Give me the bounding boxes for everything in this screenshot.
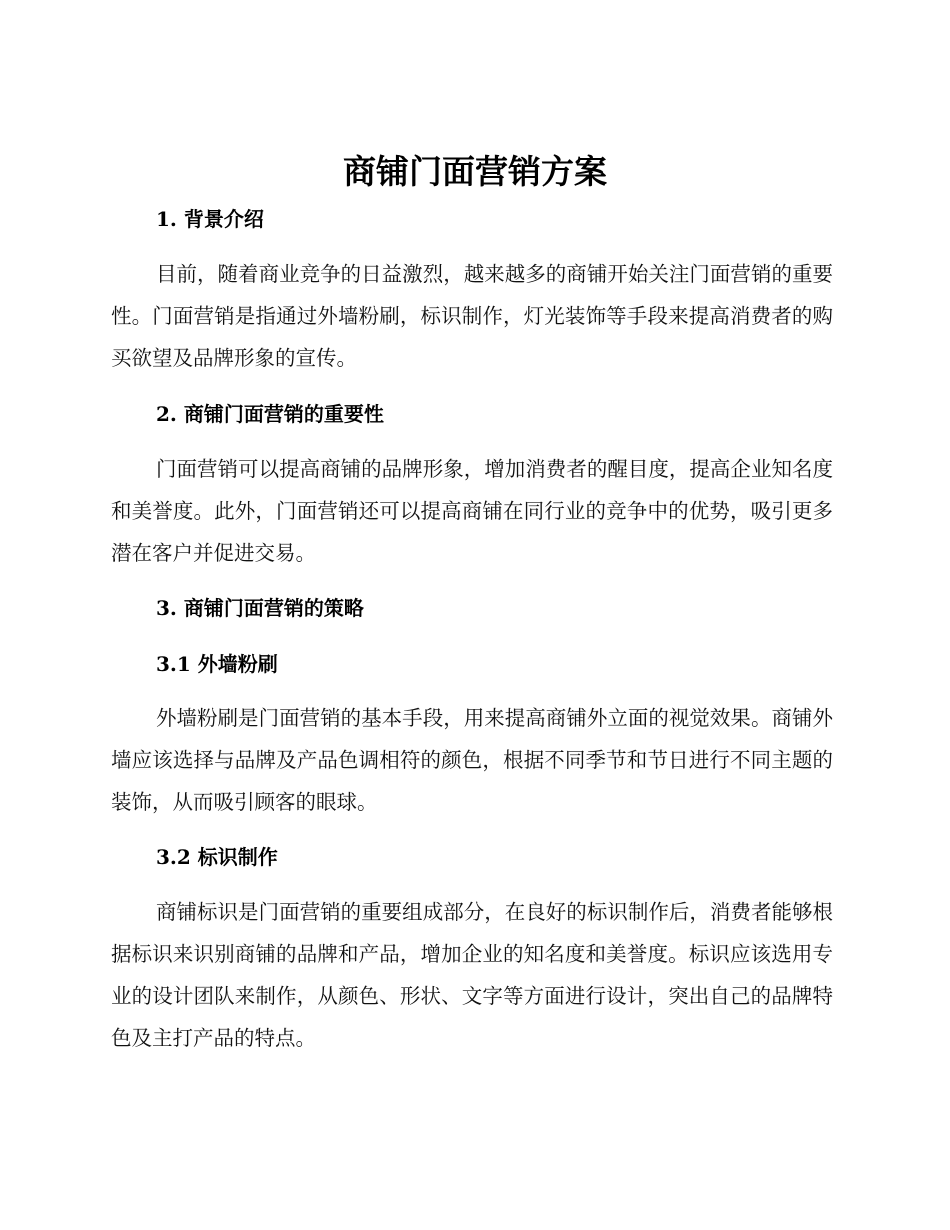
section-heading-strategy: 3. 商铺门面营销的策略 bbox=[156, 596, 364, 620]
subsection-heading-signage: 3.2 标识制作 bbox=[156, 845, 278, 869]
section-heading-background: 1. 背景介绍 bbox=[156, 207, 264, 231]
subsection-paragraph-wall-painting: 外墙粉刷是门面营销的基本手段，用来提高商铺外立面的视觉效果。商铺外墙应该选择与品牌及产品色调相符的颜色，根据不同季节和节日进行不同主题的装饰，从而吸引顾客的眼球。 bbox=[111, 706, 833, 814]
document-title: 商铺门面营销方案 bbox=[343, 152, 607, 191]
section-paragraph-importance: 门面营销可以提高商铺的品牌形象，增加消费者的醒目度，提高企业知名度和美誉度。此外，门面营销还可以提高商铺在同行业的竞争中的优势，吸引更多潜在客户并促进交易。 bbox=[111, 457, 833, 565]
section-paragraph-background: 目前，随着商业竞争的日益激烈，越来越多的商铺开始关注门面营销的重要性。门面营销是指通过外墙粉刷，标识制作，灯光装饰等手段来提高消费者的购买欲望及品牌形象的宣传。 bbox=[111, 262, 833, 370]
section-heading-importance: 2. 商铺门面营销的重要性 bbox=[156, 402, 384, 426]
subsection-paragraph-signage: 商铺标识是门面营销的重要组成部分，在良好的标识制作后，消费者能够根据标识来识别商铺的品牌和产品，增加企业的知名度和美誉度。标识应该选用专业的设计团队来制作，从颜色、形状、文字等方面进行设计，突出自己的品牌特色及主打产品的特点。 bbox=[111, 900, 833, 1050]
subsection-heading-wall-painting: 3.1 外墙粉刷 bbox=[156, 652, 278, 676]
